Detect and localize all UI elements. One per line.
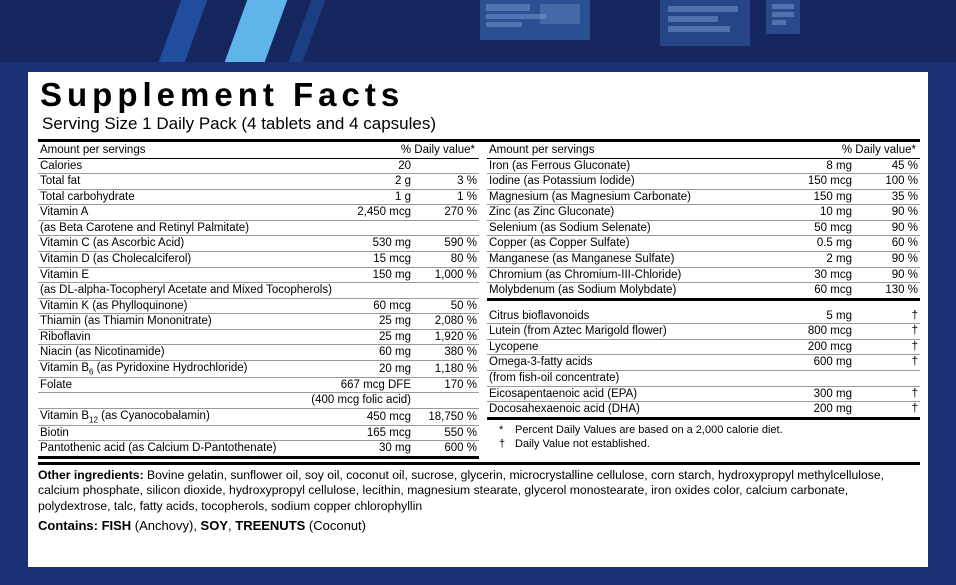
nutrient-row — [487, 283, 920, 300]
nutrient-row — [38, 298, 479, 314]
nutrient-row — [38, 236, 479, 252]
nutrient-row — [487, 236, 920, 252]
contains-label: Contains: — [38, 518, 102, 534]
nutrient-daily-value: 80 % — [413, 252, 479, 268]
nutrient-amount: 15 mcg — [309, 252, 413, 268]
nutrient-name: (as DL-alpha-Tocopheryl Acetate and Mixed Tocopherols) — [38, 283, 479, 299]
nutrient-row — [38, 425, 479, 441]
nutrient-amount: 600 mg — [762, 355, 854, 371]
nutrient-amount: 30 mg — [309, 441, 413, 458]
nutrient-name: Pantothenic acid (as Calcium D-Pantothenate) — [38, 441, 309, 458]
allergen-contains — [38, 518, 920, 533]
nutrient-amount: 2 mg — [762, 252, 854, 268]
artwork-accent-band — [225, 0, 288, 62]
nutrient-name: Niacin (as Nicotinamide) — [38, 345, 309, 361]
nutrient-row — [38, 345, 479, 361]
footnote-dagger-text: Daily Value not established. — [515, 438, 650, 451]
nutrient-daily-value: 1 % — [413, 189, 479, 205]
nutrient-daily-value: 18,750 % — [413, 408, 479, 425]
page-title: Supplement Facts — [40, 76, 405, 113]
nutrient-row — [487, 267, 920, 283]
footnotes — [497, 423, 912, 453]
nutrient-amount: 0.5 mg — [762, 236, 854, 252]
nutrient-amount: 800 mcg — [762, 324, 854, 340]
artwork-tile — [540, 4, 580, 24]
nutrient-name: Vitamin $B_{12}$ (as Cyanocobalamin) — [38, 408, 309, 425]
nutrient-daily-value: 100 % — [854, 174, 920, 190]
nutrient-daily-value: † — [854, 309, 920, 324]
artwork-tile — [772, 4, 794, 9]
supplement-facts-card — [28, 72, 928, 567]
nutrient-name: Lutein (from Aztec Marigold flower) — [487, 324, 762, 340]
nutrient-name: (as Beta Carotene and Retinyl Palmitate) — [38, 220, 479, 236]
nutrient-amount: 50 mcg — [762, 220, 854, 236]
nutrient-amount: 60 mcg — [762, 283, 854, 300]
nutrient-row — [38, 252, 479, 268]
nutrient-daily-value: † — [854, 402, 920, 419]
serving-size: Serving Size 1 Daily Pack (4 tablets and 4 capsules) — [42, 113, 437, 133]
nutrient-name: Iron (as Ferrous Gluconate) — [487, 159, 762, 174]
allergen-name: SOY — [200, 518, 229, 534]
nutrient-name: Thiamin (as Thiamin Mononitrate) — [38, 314, 309, 330]
nutrient-amount: 60 mg — [309, 345, 413, 361]
nutrient-name: Biotin — [38, 425, 309, 441]
nutrient-amount: 20 mg — [309, 360, 413, 377]
nutrient-row — [487, 189, 920, 205]
column-header-right — [487, 142, 920, 159]
contains-allergen-list: FISH (Anchovy), SOY, TREENUTS (Coconut) — [101, 518, 367, 534]
nutrient-name: Chromium (as Chromium-III-Chloride) — [487, 267, 762, 283]
artwork-tile — [486, 22, 522, 27]
other-ingredients — [38, 468, 920, 515]
nutrient-name: Magnesium (as Magnesium Carbonate) — [487, 189, 762, 205]
artwork-tile — [486, 4, 530, 11]
nutrient-row — [487, 159, 920, 174]
nutrient-daily-value: 130 % — [854, 283, 920, 300]
nutrient-daily-value — [413, 159, 479, 174]
nutrient-name: Docosahexaenoic acid (DHA) — [487, 402, 762, 419]
nutrient-daily-value: 60 % — [854, 236, 920, 252]
artwork-stripe — [159, 0, 208, 62]
nutrient-row — [38, 377, 479, 393]
nutrient-row — [487, 220, 920, 236]
nutrient-row — [38, 283, 479, 299]
nutrient-row — [487, 205, 920, 221]
nutrient-name: Total fat — [38, 174, 309, 190]
nutrient-daily-value: † — [854, 386, 920, 402]
nutrient-amount: 667 mcg DFE — [309, 377, 413, 393]
nutrient-row — [38, 205, 479, 221]
divider-bottom — [38, 462, 920, 465]
nutrient-amount: 150 mg — [309, 267, 413, 283]
amount-per-serving-label: Amount per servings — [489, 143, 595, 156]
nutrient-daily-value: 1,000 % — [413, 267, 479, 283]
box-top-artwork — [0, 0, 956, 62]
nutrition-table-left — [38, 159, 479, 459]
nutrient-amount: 1 g — [309, 189, 413, 205]
nutrient-daily-value: 380 % — [413, 345, 479, 361]
nutrient-row — [487, 174, 920, 190]
nutrient-name: Selenium (as Sodium Selenate) — [487, 220, 762, 236]
nutrient-daily-value: 600 % — [413, 441, 479, 458]
nutrient-amount: 2,450 mcg — [309, 205, 413, 221]
nutrient-name: Manganese (as Manganese Sulfate) — [487, 252, 762, 268]
nutrient-daily-value: 3 % — [413, 174, 479, 190]
nutrient-daily-value — [413, 393, 479, 409]
nutrient-amount: 165 mcg — [309, 425, 413, 441]
nutrient-daily-value: 35 % — [854, 189, 920, 205]
nutrient-row — [38, 174, 479, 190]
nutrient-row — [487, 324, 920, 340]
nutrient-amount: 530 mg — [309, 236, 413, 252]
nutrient-name: Omega-3-fatty acids — [487, 355, 762, 371]
nutrient-row — [487, 370, 920, 386]
nutrient-daily-value: 590 % — [413, 236, 479, 252]
nutrient-name: Molybdenum (as Sodium Molybdate) — [487, 283, 762, 300]
daily-value-label: % Daily value* — [400, 143, 475, 156]
nutrient-daily-value: 90 % — [854, 267, 920, 283]
nutrition-column-left — [38, 142, 479, 459]
nutrient-amount: 5 mg — [762, 309, 854, 324]
nutrient-row — [487, 309, 920, 324]
nutrient-amount: 150 mcg — [762, 174, 854, 190]
nutrient-amount: 450 mcg — [309, 408, 413, 425]
section-spacer — [487, 301, 920, 309]
amount-per-serving-label: Amount per servings — [40, 143, 146, 156]
nutrient-daily-value: 1,180 % — [413, 360, 479, 377]
nutrient-row — [38, 329, 479, 345]
nutrient-daily-value: 90 % — [854, 220, 920, 236]
nutrient-daily-value: 2,080 % — [413, 314, 479, 330]
nutrient-daily-value: † — [854, 324, 920, 340]
artwork-tile — [668, 6, 738, 12]
nutrient-name: Iodine (as Potassium Iodide) — [487, 174, 762, 190]
nutrient-row — [38, 360, 479, 377]
nutrient-name: Eicosapentaenoic acid (EPA) — [487, 386, 762, 402]
nutrient-row — [38, 220, 479, 236]
footnote-star-text: Percent Daily Values are based on a 2,000 calorie diet. — [515, 423, 783, 436]
footnote-not-established — [497, 437, 912, 452]
artwork-tile — [772, 12, 794, 17]
nutrient-amount: 300 mg — [762, 386, 854, 402]
nutrient-name: Zinc (as Zinc Gluconate) — [487, 205, 762, 221]
footnote-daily-value — [497, 423, 912, 438]
nutrient-daily-value: 1,920 % — [413, 329, 479, 345]
footnote-star-mark: * — [499, 423, 504, 436]
nutrient-row — [38, 159, 479, 174]
nutrient-row — [38, 189, 479, 205]
nutrient-name: Vitamin E — [38, 267, 309, 283]
daily-value-label: % Daily value* — [841, 143, 916, 156]
nutrient-amount: 60 mcg — [309, 298, 413, 314]
nutrient-name: Copper (as Copper Sulfate) — [487, 236, 762, 252]
nutrient-amount: 150 mg — [762, 189, 854, 205]
nutrient-name: Vitamin D (as Cholecalciferol) — [38, 252, 309, 268]
nutrient-amount: (400 mcg folic acid) — [309, 393, 413, 409]
nutrient-amount: 20 — [309, 159, 413, 174]
nutrient-name: Vitamin C (as Ascorbic Acid) — [38, 236, 309, 252]
artwork-tile — [668, 26, 730, 32]
footnote-dagger-mark: † — [499, 438, 506, 451]
nutrient-daily-value: 90 % — [854, 252, 920, 268]
nutrient-row — [487, 252, 920, 268]
nutrient-amount: 8 mg — [762, 159, 854, 174]
nutrient-daily-value: 550 % — [413, 425, 479, 441]
nutrient-name: Riboflavin — [38, 329, 309, 345]
other-ingredients-text: Bovine gelatin, sunflower oil, soy oil, coconut oil, sucrose, glycerin, microcrystalline cellulose, corn starch, hydroxypropyl methylcellulose, calcium phosphate, silicon dioxide, hydroxypropyl cellulose, lecithin, magnesium stearate, glycerol monostearate, iron oxides color, calcium carbonate, polydextrose, talc, fatty acids, tocopherols, sodium copper chlorophyllin — [38, 467, 885, 513]
nutrient-row — [38, 408, 479, 425]
allergen-name: FISH — [101, 518, 132, 534]
nutrient-name: Vitamin A — [38, 205, 309, 221]
nutrient-row — [487, 355, 920, 371]
artwork-tile — [668, 16, 718, 22]
nutrient-name: Citrus bioflavonoids — [487, 309, 762, 324]
nutrient-daily-value: 50 % — [413, 298, 479, 314]
nutrient-daily-value: 90 % — [854, 205, 920, 221]
nutrient-row — [487, 402, 920, 419]
nutrient-name: Total carbohydrate — [38, 189, 309, 205]
nutrient-daily-value: † — [854, 355, 920, 371]
nutrient-row — [38, 393, 479, 409]
nutrient-row — [38, 314, 479, 330]
nutrient-daily-value: 270 % — [413, 205, 479, 221]
nutrition-table-right-other — [487, 309, 920, 420]
nutrient-amount: 200 mcg — [762, 339, 854, 355]
nutrient-amount: 200 mg — [762, 402, 854, 419]
nutrient-row — [487, 339, 920, 355]
nutrient-daily-value: 170 % — [413, 377, 479, 393]
allergen-name: TREENUTS — [235, 518, 306, 534]
nutrient-name: Calories — [38, 159, 309, 174]
nutrient-row — [38, 441, 479, 458]
nutrient-row — [487, 386, 920, 402]
nutrient-name: Vitamin K (as Phylloquinone) — [38, 298, 309, 314]
nutrient-amount: 2 g — [309, 174, 413, 190]
other-ingredients-label: Other ingredients: — [38, 467, 144, 482]
nutrient-name: (from fish-oil concentrate) — [487, 370, 920, 386]
nutrient-name: Lycopene — [487, 339, 762, 355]
nutrient-name: Folate — [38, 377, 309, 393]
artwork-tile — [772, 20, 786, 25]
column-header-left — [38, 142, 479, 159]
nutrient-name: Vitamin $B_6$ (as Pyridoxine Hydrochloride) — [38, 360, 309, 377]
nutrient-daily-value: 45 % — [854, 159, 920, 174]
artwork-tile — [486, 14, 546, 19]
nutrient-amount: 25 mg — [309, 314, 413, 330]
nutrition-columns — [38, 142, 920, 459]
nutrient-amount: 30 mcg — [762, 267, 854, 283]
nutrition-column-right — [479, 142, 920, 459]
nutrient-daily-value: † — [854, 339, 920, 355]
nutrient-amount: 10 mg — [762, 205, 854, 221]
artwork-stripe — [289, 0, 326, 62]
nutrition-table-right-minerals — [487, 159, 920, 301]
nutrient-amount: 25 mg — [309, 329, 413, 345]
nutrient-row — [38, 267, 479, 283]
